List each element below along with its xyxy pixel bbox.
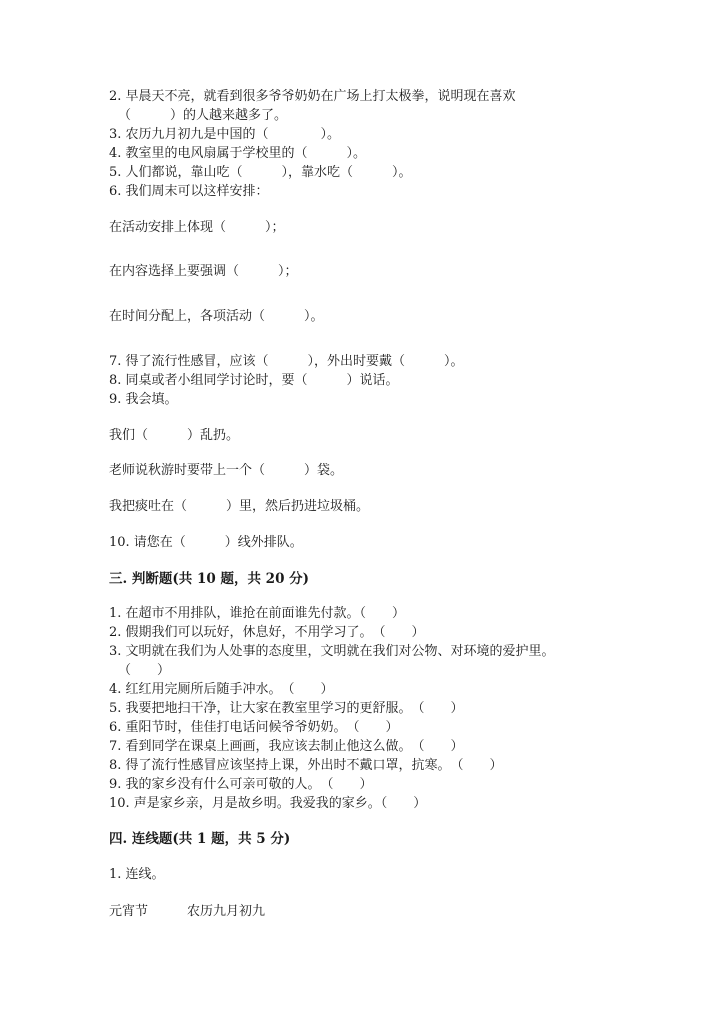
question-6-part-b: 在内容选择上要强调（ ）； [109, 264, 298, 279]
question-7: 7. 得了流行性感冒，应该（ ），外出时要戴（ ）。 [109, 354, 464, 369]
judge-item: 9. 我的家乡没有什么可亲可敬的人。 （ ） [109, 777, 373, 792]
judge-item: 4. 红红用完厕所后随手冲水。 （ ） [109, 682, 334, 697]
judge-item: 5. 我要把地扫干净，让大家在教室里学习的更舒服。 （ ） [109, 701, 464, 716]
judge-item: 7. 看到同学在课桌上画画，我应该去制止他这么做。 （ ） [109, 739, 464, 754]
judge-item: 2. 假期我们可以玩好，休息好，不用学习了。 （ ） [109, 625, 425, 640]
question-4: 4. 教室里的电风扇属于学校里的（ ）。 [109, 146, 367, 161]
judge-item: 1. 在超市不用排队，谁抢在前面谁先付款。（ ） [109, 606, 406, 621]
question-9-part-c: 我把痰吐在（ ）里，然后扔进垃圾桶。 [109, 499, 370, 514]
question-2-line-2: （ ）的人越来越多了。 [118, 108, 288, 123]
matching-right-item: 农历九月初九 [187, 904, 266, 919]
matching-left-item: 元宵节 [109, 904, 149, 919]
question-6-part-a: 在活动安排上体现（ ）； [109, 220, 285, 235]
judge-item: 8. 得了流行性感冒应该坚持上课，外出时不戴口罩，抗寒。 （ ） [109, 758, 503, 773]
question-6: 6. 我们周末可以这样安排： [109, 184, 269, 199]
judge-item: 10. 声是家乡亲，月是故乡明。我爱我的家乡。（ ） [109, 796, 427, 811]
matching-question-1: 1. 连线。 [109, 867, 165, 882]
question-10: 10. 请您在（ ）线外排队。 [109, 535, 303, 550]
section-4-heading: 四. 连线题(共 1 题，共 5 分) [109, 831, 291, 847]
question-3: 3. 农历九月初九是中国的（ ）。 [109, 127, 341, 142]
question-6-part-c: 在时间分配上，各项活动（ ）。 [109, 309, 324, 324]
question-9-part-b: 老师说秋游时要带上一个（ ）袋。 [109, 463, 344, 478]
judge-item-continuation: （ ） [118, 663, 171, 678]
question-2-line-1: 2. 早晨天不亮，就看到很多爷爷奶奶在广场上打太极拳，说明现在喜欢 [109, 89, 516, 104]
question-9: 9. 我会填。 [109, 392, 178, 407]
question-9-part-a: 我们（ ）乱扔。 [109, 428, 240, 443]
judge-item: 6. 重阳节时，佳佳打电话问候爷爷奶奶。 （ ） [109, 720, 399, 735]
section-3-heading: 三. 判断题(共 10 题，共 20 分) [109, 571, 310, 587]
question-8: 8. 同桌或者小组同学讨论时，要（ ）说话。 [109, 373, 399, 388]
question-5: 5. 人们都说，靠山吃（ ），靠水吃（ ）。 [109, 165, 412, 180]
judge-item: 3. 文明就在我们为人处事的态度里，文明就在我们对公物、对环境的爱护里。 [109, 644, 555, 659]
